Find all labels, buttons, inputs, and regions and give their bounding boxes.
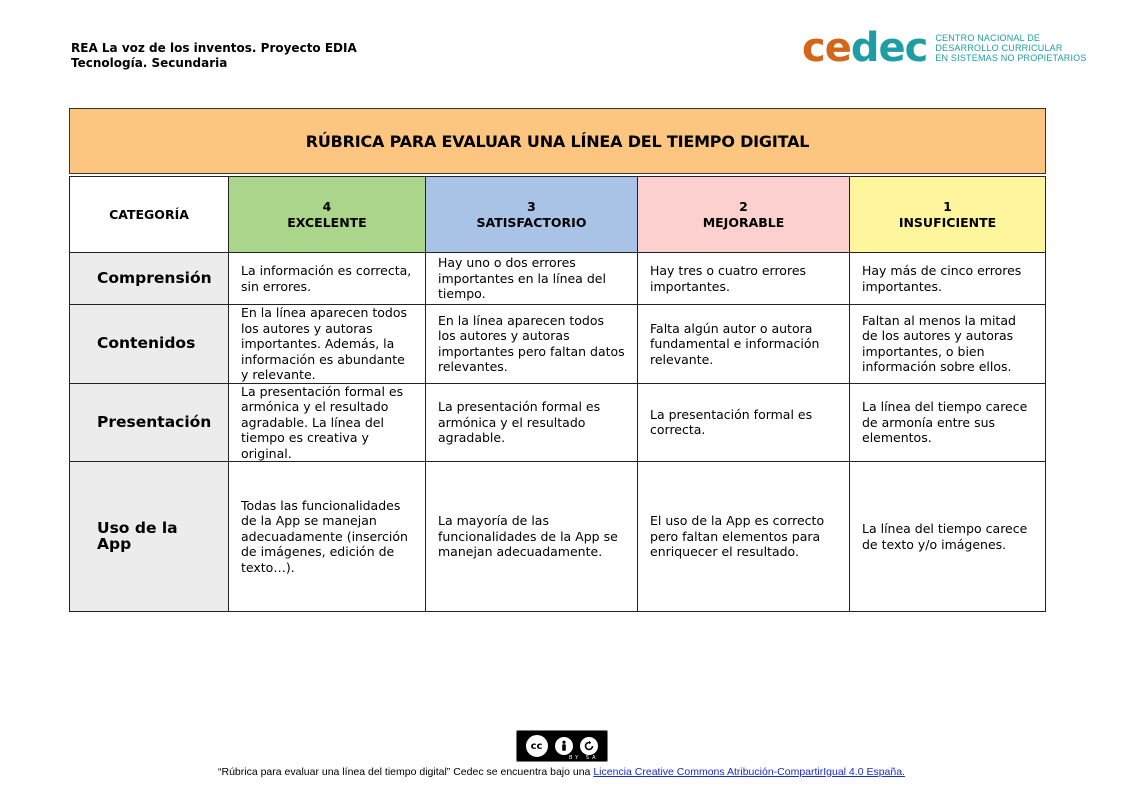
criteria-cell: La línea del tiempo carece de texto y/o imágenes. — [850, 462, 1046, 612]
criteria-cell: La mayoría de las funcionalidades de la App se manejan adecuadamente. — [426, 462, 638, 612]
category-cell: Contenidos — [70, 305, 229, 384]
attribution-icon — [553, 735, 575, 757]
criteria-cell: Hay más de cinco errores importantes. — [850, 253, 1046, 305]
license-text: “Rúbrica para evaluar una línea del tiempo digital” Cedec se encuentra bajo una Licencia Creative Commons Atribución-CompartirIgual 4.0 España. — [218, 766, 905, 778]
rubric-title: RÚBRICA PARA EVALUAR UNA LÍNEA DEL TIEMPO DIGITAL — [69, 108, 1046, 174]
cedec-logo-word: cedec — [802, 25, 928, 71]
cedec-logo-subtitle: CENTRO NACIONAL DE DESARROLLO CURRICULAR EN SISTEMAS NO PROPIETARIOS — [935, 33, 1087, 63]
criteria-cell: La presentación formal es correcta. — [638, 383, 850, 462]
category-cell: Presentación — [70, 383, 229, 462]
criteria-cell: Faltan al menos la mitad de los autores y autoras importantes, o bien información sobre ellos. — [850, 305, 1046, 384]
header-insuficiente: 1 INSUFICIENTE — [850, 177, 1046, 253]
criteria-cell: En la línea aparecen todos los autores y autoras importantes. Además, la información es abundante y relevante. — [229, 305, 426, 384]
table-header-row — [70, 177, 1046, 253]
header-excelente: 4 EXCELENTE — [229, 177, 426, 253]
header-categoria: CATEGORÍA — [70, 177, 229, 253]
cc-icon: cc — [524, 733, 550, 759]
criteria-cell: Hay tres o cuatro errores importantes. — [638, 253, 850, 305]
share-alike-icon — [578, 735, 600, 757]
table-row — [70, 462, 1046, 612]
criteria-cell: Falta algún autor o autora fundamental e información relevante. — [638, 305, 850, 384]
cc-badge-label: BY SA — [569, 755, 599, 761]
header-satisfactorio: 3 SATISFACTORIO — [426, 177, 638, 253]
table-row — [70, 305, 1046, 384]
criteria-cell: En la línea aparecen todos los autores y autoras importantes pero faltan datos relevantes. — [426, 305, 638, 384]
cc-license-badge[interactable] — [516, 730, 608, 762]
table-row — [70, 253, 1046, 305]
criteria-cell: La presentación formal es armónica y el resultado agradable. — [426, 383, 638, 462]
license-link[interactable]: Licencia Creative Commons Atribución-CompartirIgual 4.0 España. — [593, 766, 905, 778]
criteria-cell: La información es correcta, sin errores. — [229, 253, 426, 305]
document-header — [71, 41, 357, 71]
criteria-cell: Hay uno o dos errores importantes en la línea del tiempo. — [426, 253, 638, 305]
table-row — [70, 383, 1046, 462]
category-cell: Comprensión — [70, 253, 229, 305]
rubric-table — [69, 176, 1046, 612]
criteria-cell: El uso de la App es correcto pero faltan elementos para enriquecer el resultado. — [638, 462, 850, 612]
header-subject: Tecnología. Secundaria — [71, 56, 228, 70]
criteria-cell: La presentación formal es armónica y el resultado agradable. La línea del tiempo es creativa y original. — [229, 383, 426, 462]
criteria-cell: La línea del tiempo carece de armonía entre sus elementos. — [850, 383, 1046, 462]
category-cell: Uso de la App — [70, 462, 229, 612]
cedec-logo — [802, 25, 1087, 71]
license-footer — [0, 730, 1123, 778]
header-mejorable: 2 MEJORABLE — [638, 177, 850, 253]
criteria-cell: Todas las funcionalidades de la App se manejan adecuadamente (inserción de imágenes, edición de texto…). — [229, 462, 426, 612]
header-project-title: REA La voz de los inventos. Proyecto EDIA — [71, 41, 357, 55]
